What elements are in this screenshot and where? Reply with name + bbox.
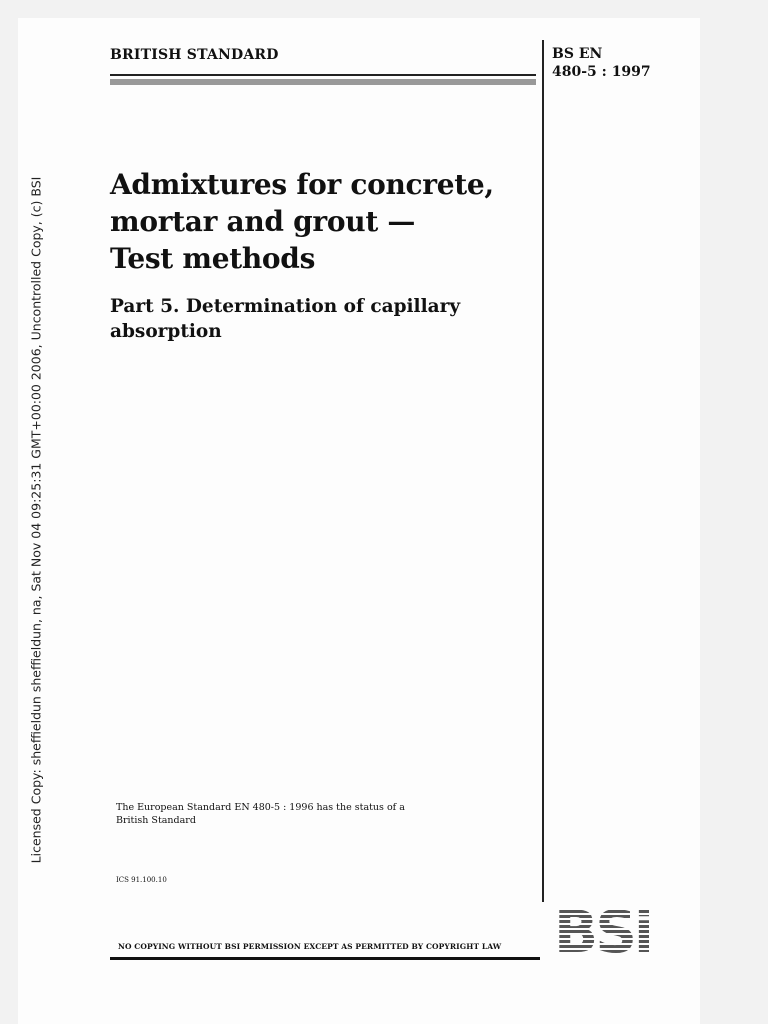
subtitle-line1: Part 5. Determination of capillary [110, 296, 461, 317]
copyright-notice: NO COPYING WITHOUT BSI PERMISSION EXCEPT AS PERMITTED BY COPYRIGHT LAW [118, 942, 502, 951]
status-note-line2: British Standard [116, 815, 196, 826]
publisher-heading: BRITISH STANDARD [110, 47, 279, 63]
footer-rule [110, 957, 540, 960]
status-note [116, 801, 446, 827]
header-rule [110, 74, 536, 76]
title-line1: Admixtures for concrete, [110, 168, 494, 201]
vertical-divider [542, 40, 544, 902]
document-subtitle [110, 294, 460, 344]
standard-number-line1: BS EN [552, 46, 603, 62]
status-note-line1: The European Standard EN 480-5 : 1996 has the status of a [116, 802, 405, 813]
bsi-logo-text: BSi [554, 905, 651, 955]
subtitle-line2: absorption [110, 321, 222, 342]
title-line3: Test methods [110, 242, 316, 275]
standard-number-line2: 480-5 : 1997 [552, 64, 651, 80]
ics-code: ICS 91.100.10 [116, 876, 167, 884]
license-watermark: Licensed Copy: sheffieldun sheffieldun, na, Sat Nov 04 09:25:31 GMT+00:00 2006, Uncontrolled Copy, (c) BSI [28, 176, 44, 864]
bsi-logo-icon [554, 905, 678, 955]
document-title [110, 166, 494, 277]
header-rule-thick [110, 79, 536, 85]
standard-number [552, 45, 651, 81]
title-line2: mortar and grout — [110, 205, 416, 238]
